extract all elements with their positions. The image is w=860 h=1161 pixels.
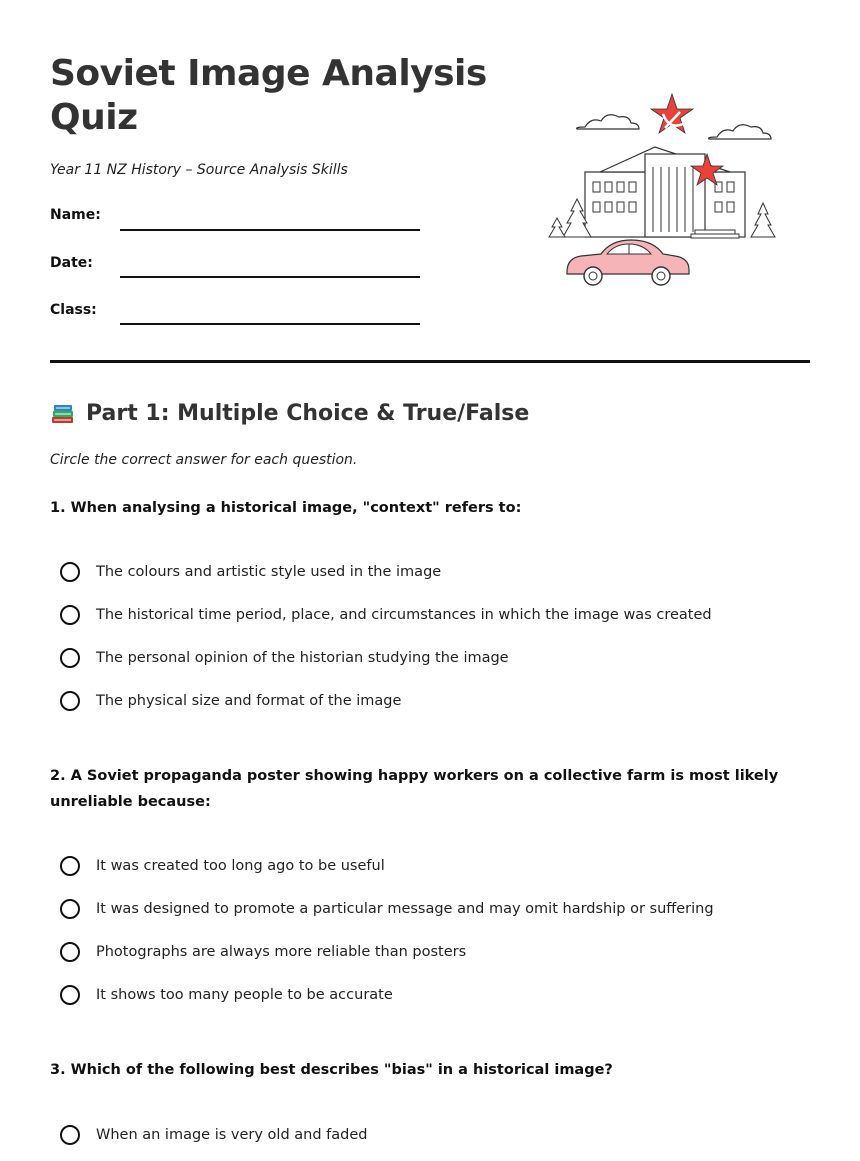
radio-circle[interactable]: [60, 648, 80, 668]
radio-circle[interactable]: [60, 691, 80, 711]
q1-option-d[interactable]: [60, 691, 401, 711]
radio-circle[interactable]: [60, 605, 80, 625]
header-divider: [50, 360, 810, 363]
part1-instructions: Circle the correct answer for each question.: [50, 452, 358, 468]
option-label: The historical time period, place, and circumstances in which the image was created: [96, 607, 712, 623]
option-label: Photographs are always more reliable than posters: [96, 944, 467, 960]
class-label: Class:: [50, 302, 97, 318]
part1-title: Part 1: Multiple Choice & True/False: [86, 400, 530, 426]
option-label: It was designed to promote a particular message and may omit hardship or suffering: [96, 901, 714, 917]
part1-heading: [50, 400, 529, 426]
option-label: The physical size and format of the image: [96, 693, 402, 709]
soviet-building-car-illustration: [545, 92, 785, 292]
name-label: Name:: [50, 207, 101, 223]
q1-option-c[interactable]: [60, 648, 509, 668]
option-label: It was created too long ago to be useful: [96, 858, 385, 874]
q3-option-a[interactable]: [60, 1125, 367, 1145]
question-1: 1. When analysing a historical image, "context" refers to:: [50, 500, 522, 516]
radio-circle[interactable]: [60, 1125, 80, 1145]
question-2: 2. A Soviet propaganda poster showing happy workers on a collective farm is most likely unreliable because:: [50, 768, 779, 810]
class-line[interactable]: [120, 323, 420, 325]
radio-circle[interactable]: [60, 562, 80, 582]
radio-circle[interactable]: [60, 899, 80, 919]
q2-option-a[interactable]: [60, 856, 385, 876]
radio-circle[interactable]: [60, 985, 80, 1005]
date-line[interactable]: [120, 276, 420, 278]
option-label: When an image is very old and faded: [96, 1127, 368, 1143]
q2-option-b[interactable]: [60, 899, 714, 919]
option-label: The colours and artistic style used in the image: [96, 564, 442, 580]
option-label: It shows too many people to be accurate: [96, 987, 393, 1003]
option-label: The personal opinion of the historian studying the image: [96, 650, 509, 666]
quiz-title: Soviet Image Analysis Quiz: [50, 53, 487, 138]
q1-option-a[interactable]: [60, 562, 441, 582]
quiz-subtitle: Year 11 NZ History – Source Analysis Skills: [50, 162, 348, 178]
question-3: 3. Which of the following best describes "bias" in a historical image?: [50, 1062, 613, 1078]
date-label: Date:: [50, 255, 93, 271]
radio-circle[interactable]: [60, 856, 80, 876]
name-line[interactable]: [120, 229, 420, 231]
q2-option-d[interactable]: [60, 985, 393, 1005]
books-icon: [50, 400, 76, 426]
radio-circle[interactable]: [60, 942, 80, 962]
q2-option-c[interactable]: [60, 942, 466, 962]
q1-option-b[interactable]: [60, 605, 712, 625]
